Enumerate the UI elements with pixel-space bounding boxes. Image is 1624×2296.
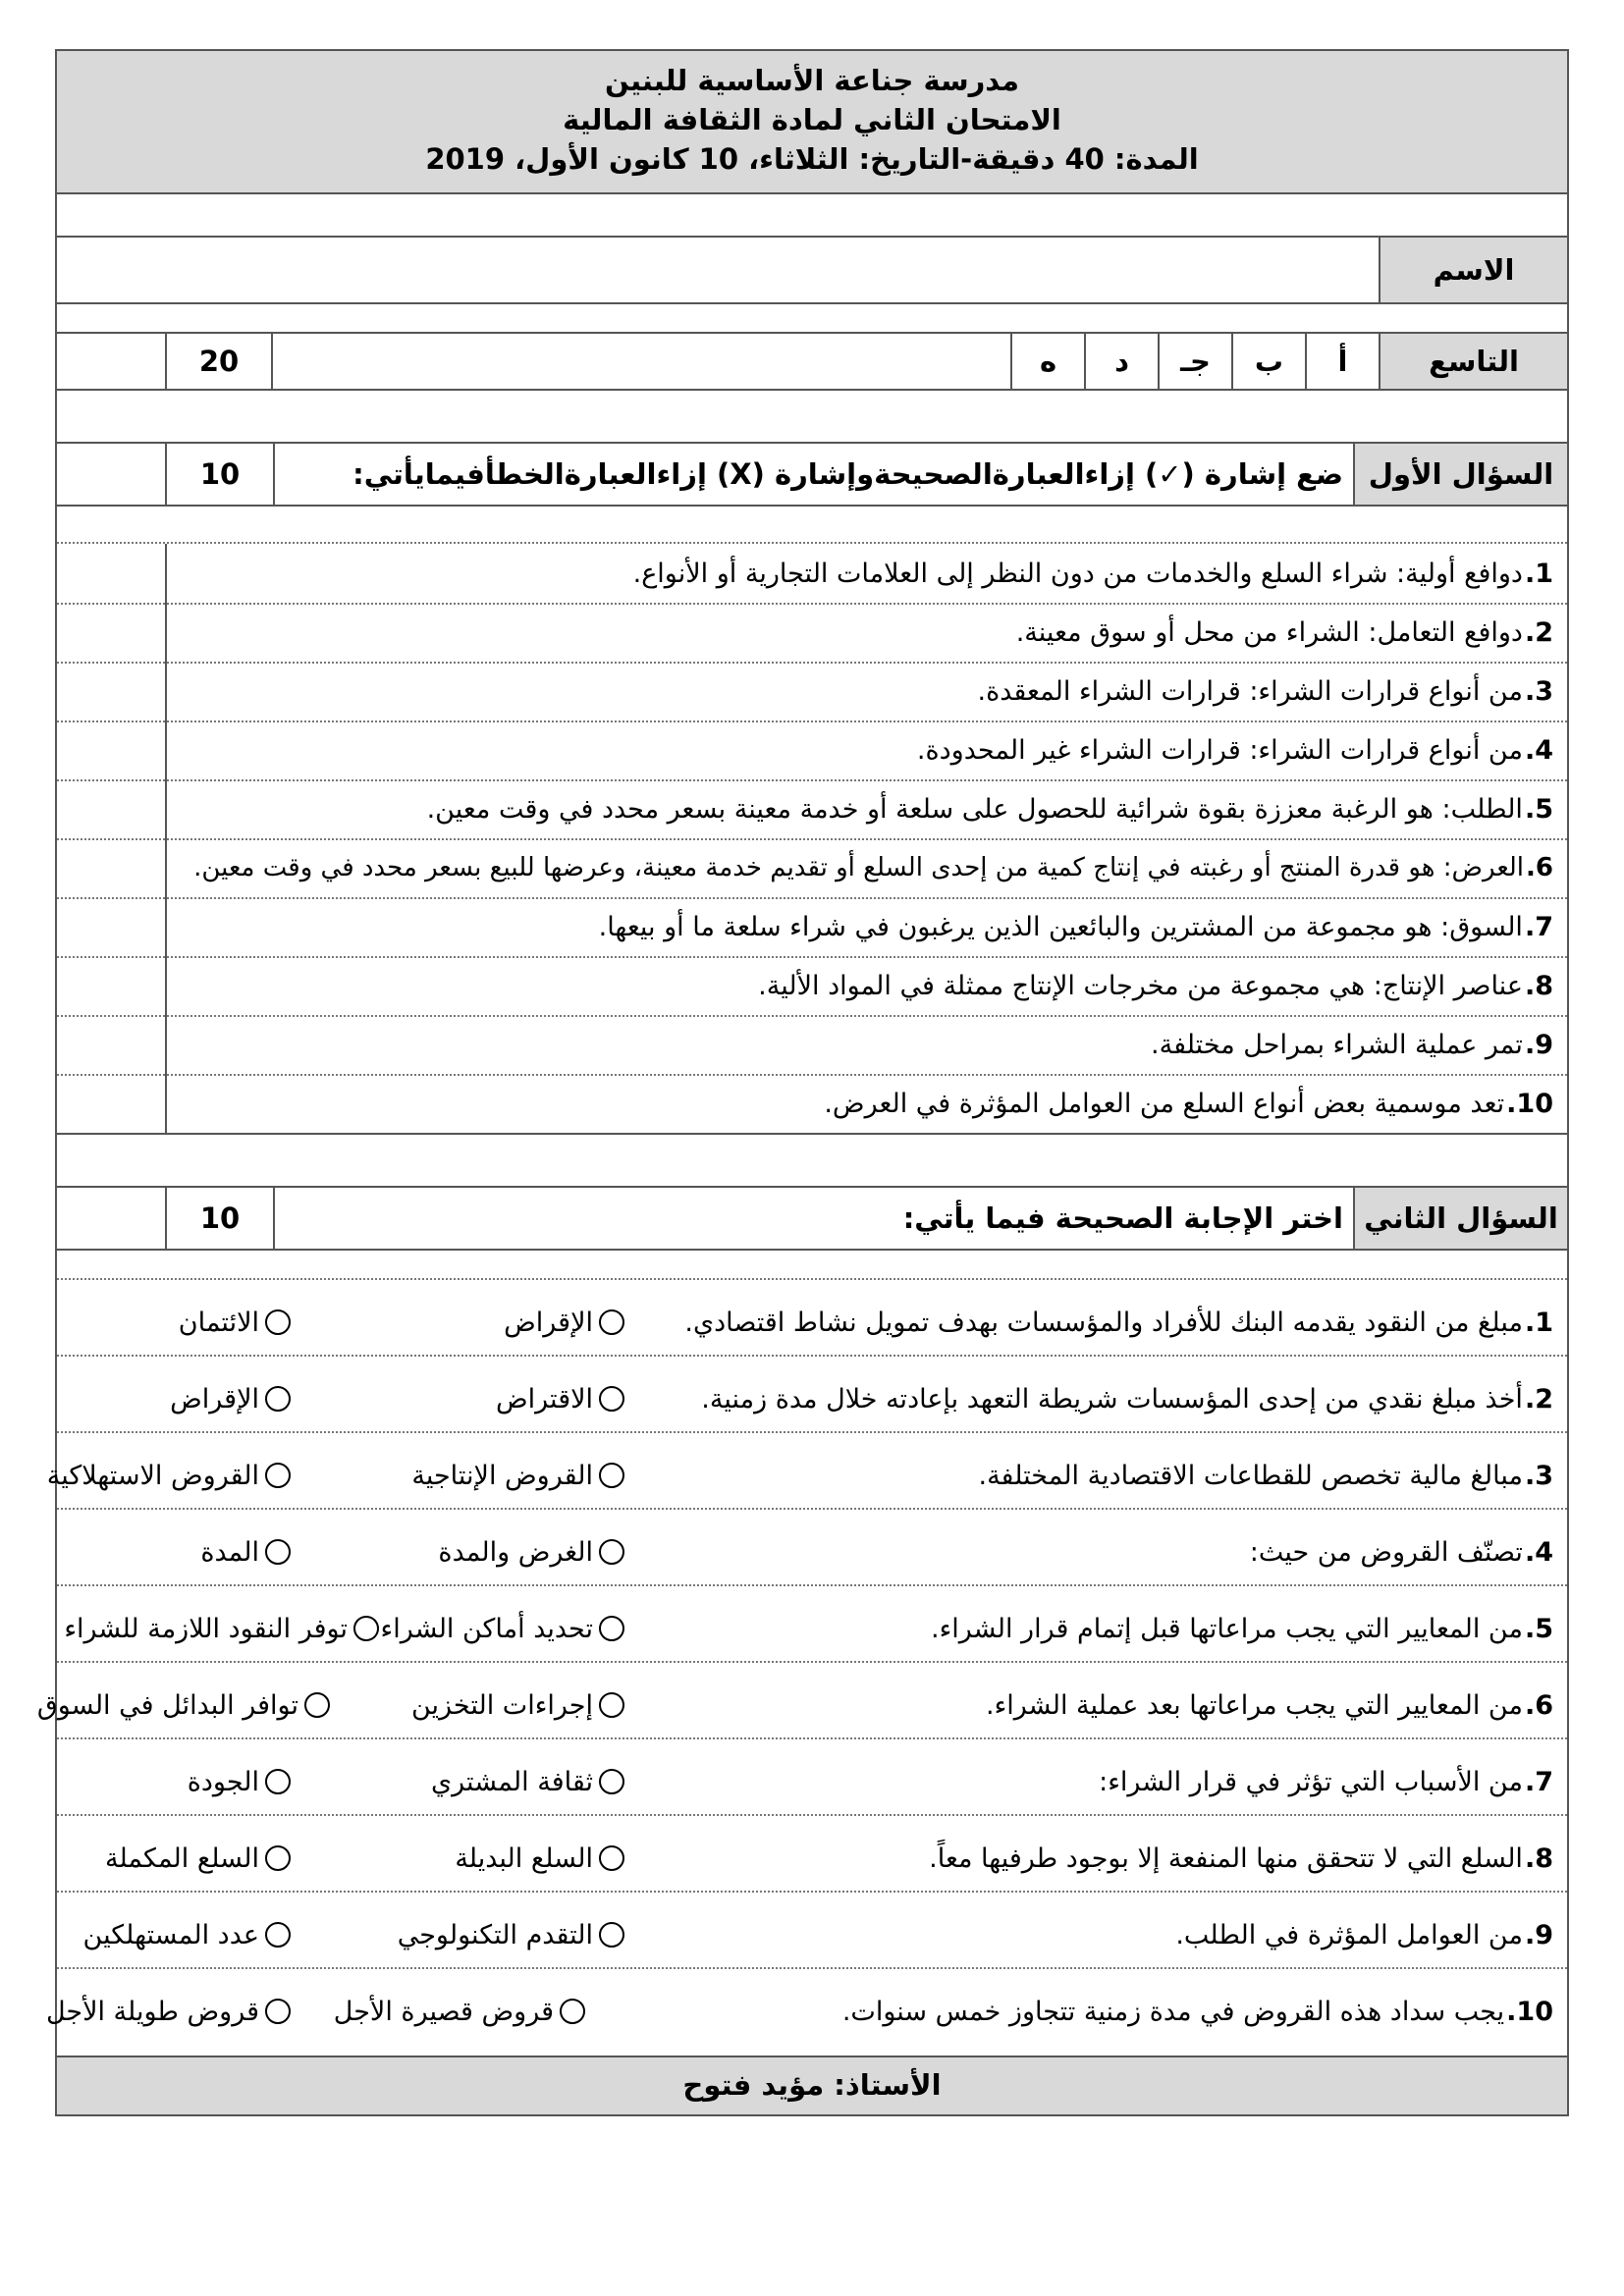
option-label: الائتمان: [178, 1307, 259, 1338]
option-1[interactable]: [438, 1525, 624, 1578]
option-1[interactable]: [504, 1296, 624, 1349]
option-1[interactable]: [334, 1985, 585, 2038]
option-1[interactable]: [411, 1679, 624, 1732]
name-label: الاسم: [1380, 238, 1567, 302]
teacher-footer: الأستاذ: مؤيد فتوح: [57, 2056, 1567, 2114]
item-stem: [842, 1985, 1553, 2038]
item-number: 4.: [1524, 1536, 1553, 1568]
option-label: ثقافة المشتري: [431, 1766, 593, 1797]
exam-sheet: [36, 49, 1569, 2116]
option-label: القروض الاستهلاكية: [46, 1460, 259, 1491]
item-number: 1.: [1524, 558, 1553, 589]
q1-item: [165, 779, 1553, 838]
q1-list: [57, 507, 1567, 1186]
item-stem: [986, 1679, 1553, 1732]
q2-item: [36, 1679, 1567, 1732]
q1-label: السؤال الأول: [1353, 444, 1567, 505]
q1-item: [165, 897, 1553, 956]
item-stem: [1250, 1525, 1553, 1578]
item-number: 2.: [1524, 1383, 1553, 1415]
section-c[interactable]: جـ: [1158, 334, 1231, 389]
option-2[interactable]: [105, 1832, 291, 1885]
option-2[interactable]: [179, 1296, 291, 1349]
item-number: 1.: [1524, 1307, 1553, 1338]
option-label: تحديد أماكن الشراء: [380, 1613, 593, 1644]
name-label-border: [1379, 238, 1567, 302]
section-a[interactable]: أ: [1305, 334, 1379, 389]
item-text: من أنواع قرارات الشراء: قرارات الشراء غير المحدودة.: [916, 734, 1523, 766]
q1-header: [57, 442, 1567, 507]
item-text: يجب سداد هذه القروض في مدة زمنية تتجاوز خمس سنوات.: [841, 1996, 1505, 2027]
option-label: الغرض والمدة: [438, 1536, 593, 1568]
item-stem: [1175, 1908, 1553, 1961]
item-text: عناصر الإنتاج: هي مجموعة من مخرجات الإنتاج ممثلة في المواد الألية.: [758, 970, 1523, 1001]
item-stem: [931, 1602, 1553, 1655]
item-stem: [978, 1449, 1553, 1502]
spacer-row: [57, 194, 1567, 238]
item-number: 3.: [1524, 675, 1553, 707]
item-number: 7.: [1524, 911, 1553, 942]
spacer-row: [57, 391, 1567, 442]
q2-item: [57, 1908, 1567, 1961]
section-d[interactable]: د: [1084, 334, 1158, 389]
item-text: أخذ مبلغ نقدي من إحدى المؤسسات شريطة التعهد بإعادته خلال مدة زمنية.: [701, 1383, 1523, 1415]
radio-icon[interactable]: [265, 1922, 291, 1948]
item-number: 6.: [1526, 853, 1553, 882]
radio-icon[interactable]: [599, 1769, 624, 1794]
radio-icon[interactable]: [353, 1616, 379, 1641]
option-1[interactable]: [398, 1908, 624, 1961]
q1-item: [165, 956, 1553, 1015]
item-stem: [684, 1296, 1553, 1349]
exam-meta: المدة: 40 دقيقة-التاريخ: الثلاثاء، 10 كانون الأول، 2019: [425, 142, 1199, 176]
option-label: الإقراض: [170, 1383, 259, 1415]
q2-item: [46, 1449, 1567, 1502]
divider: [57, 1508, 1567, 1510]
radio-icon[interactable]: [265, 1463, 291, 1488]
option-label: عدد المستهلكين: [82, 1919, 259, 1950]
option-label: السلع المكملة: [105, 1842, 259, 1874]
item-number: 9.: [1524, 1029, 1553, 1060]
q1-item: [165, 662, 1553, 721]
option-2[interactable]: [64, 1602, 379, 1655]
section-b[interactable]: ب: [1231, 334, 1305, 389]
radio-icon[interactable]: [599, 1616, 624, 1641]
option-label: السلع البديلة: [455, 1842, 593, 1874]
radio-icon[interactable]: [265, 1309, 291, 1335]
option-2[interactable]: [200, 1525, 291, 1578]
radio-icon[interactable]: [599, 1845, 624, 1871]
item-number: 8.: [1524, 970, 1553, 1001]
radio-icon[interactable]: [265, 1386, 291, 1412]
option-label: قروض طويلة الأجل: [45, 1996, 259, 2027]
divider: [57, 1431, 1567, 1433]
divider: [57, 1661, 1567, 1663]
option-2[interactable]: [188, 1755, 291, 1808]
radio-icon[interactable]: [599, 1309, 624, 1335]
radio-icon[interactable]: [599, 1386, 624, 1412]
radio-icon[interactable]: [265, 1845, 291, 1871]
grade-label: التاسع: [1379, 334, 1567, 389]
q2-item: [57, 1832, 1567, 1885]
q1-item: [165, 544, 1553, 603]
option-label: قروض قصيرة الأجل: [333, 1996, 554, 2027]
item-text: مبالغ مالية تخصص للقطاعات الاقتصادية المختلفة.: [978, 1460, 1523, 1491]
option-label: توفر النقود اللازمة للشراء: [64, 1613, 348, 1644]
option-label: القروض الإنتاجية: [411, 1460, 593, 1491]
item-number: 3.: [1524, 1460, 1553, 1491]
q2-item: [57, 1755, 1567, 1808]
option-label: إجراءات التخزين: [410, 1689, 593, 1721]
item-text: من أنواع قرارات الشراء: قرارات الشراء المعقدة.: [977, 675, 1523, 707]
item-text: تعد موسمية بعض أنواع السلع من العوامل المؤثرة في العرض.: [824, 1088, 1505, 1119]
item-stem: [929, 1832, 1553, 1885]
option-1[interactable]: [381, 1602, 624, 1655]
item-text: دوافع أولية: شراء السلع والخدمات من دون النظر إلى العلامات التجارية أو الأنواع.: [632, 558, 1523, 589]
item-number: 5.: [1524, 1613, 1553, 1644]
radio-icon[interactable]: [304, 1692, 330, 1718]
divider: [57, 1737, 1567, 1739]
q2-instruction: اختر الإجابة الصحيحة فيما يأتي:: [902, 1201, 1343, 1235]
q2-item: [57, 1525, 1567, 1578]
q1-item: [165, 721, 1553, 779]
q2-mark: 10: [165, 1188, 275, 1249]
divider: [57, 1355, 1567, 1357]
item-number: 9.: [1524, 1919, 1553, 1950]
radio-icon[interactable]: [265, 1999, 291, 2024]
item-text: تمر عملية الشراء بمراحل مختلفة.: [1151, 1029, 1523, 1060]
option-label: الاقتراض: [496, 1383, 593, 1415]
radio-icon[interactable]: [265, 1539, 291, 1565]
class-row: [57, 332, 1567, 391]
item-text: الطلب: هو الرغبة معززة بقوة شرائية للحصول على سلعة أو خدمة معينة بسعر محدد في وقت معين.: [426, 793, 1523, 825]
name-field[interactable]: [57, 238, 1379, 302]
radio-icon[interactable]: [599, 1922, 624, 1948]
radio-icon[interactable]: [599, 1463, 624, 1488]
option-label: التقدم التكنولوجي: [397, 1919, 593, 1950]
exam-title: الامتحان الثاني لمادة الثقافة المالية: [563, 103, 1061, 136]
option-label: المدة: [200, 1536, 259, 1568]
radio-icon[interactable]: [265, 1769, 291, 1794]
option-1[interactable]: [496, 1372, 624, 1425]
name-row: [57, 238, 1567, 304]
item-text: مبلغ من النقود يقدمه البنك للأفراد والمؤسسات بهدف تمويل نشاط اقتصادي.: [684, 1307, 1523, 1338]
school-name: مدرسة جناعة الأساسية للبنين: [604, 64, 1020, 97]
item-text: من المعايير التي يجب مراعاتها بعد عملية الشراء.: [985, 1689, 1523, 1721]
divider: [57, 1133, 1567, 1135]
radio-icon[interactable]: [560, 1999, 585, 2024]
q1-item: [165, 1074, 1553, 1133]
q2-item: [57, 1372, 1567, 1425]
option-label: توافر البدائل في السوق: [36, 1689, 298, 1721]
item-text: تصنّف القروض من حيث:: [1249, 1536, 1523, 1568]
divider: [57, 1891, 1567, 1893]
q2-header: [57, 1186, 1567, 1251]
option-1[interactable]: [455, 1832, 624, 1885]
item-number: 10.: [1506, 1996, 1553, 2027]
radio-icon[interactable]: [599, 1539, 624, 1565]
item-text: السوق: هو مجموعة من المشترين والبائعين الذين يرغبون في شراء سلعة ما أو بيعها.: [598, 911, 1523, 942]
option-1[interactable]: [431, 1755, 624, 1808]
spacer-row: [57, 304, 1567, 332]
divider: [57, 1278, 1567, 1280]
q2-label: السؤال الثاني: [1353, 1188, 1567, 1249]
q2-item: [45, 1985, 1567, 2038]
total-mark: 20: [165, 334, 273, 389]
q1-item: [165, 1015, 1553, 1074]
divider: [57, 1967, 1567, 1969]
option-2[interactable]: [170, 1372, 291, 1425]
radio-icon[interactable]: [599, 1692, 624, 1718]
option-2[interactable]: [47, 1449, 291, 1502]
item-number: 6.: [1524, 1689, 1553, 1721]
option-label: الجودة: [187, 1766, 259, 1797]
option-2[interactable]: [37, 1679, 330, 1732]
divider: [57, 1584, 1567, 1586]
q2-item: [57, 1602, 1567, 1655]
option-2[interactable]: [46, 1985, 291, 2038]
q1-item: [165, 603, 1553, 662]
option-1[interactable]: [411, 1449, 624, 1502]
item-text: من العوامل المؤثرة في الطلب.: [1175, 1919, 1523, 1950]
q2-item: [57, 1296, 1567, 1349]
item-number: 4.: [1524, 734, 1553, 766]
q1-item: [165, 838, 1553, 897]
item-stem: [701, 1372, 1553, 1425]
item-number: 5.: [1524, 793, 1553, 825]
item-number: 10.: [1506, 1088, 1553, 1119]
item-stem: [1099, 1755, 1553, 1808]
item-number: 2.: [1524, 616, 1553, 648]
option-2[interactable]: [83, 1908, 291, 1961]
section-e[interactable]: ه: [1010, 334, 1084, 389]
q1-mark: 10: [165, 444, 275, 505]
exam-header: [57, 51, 1567, 194]
item-text: العرض: هو قدرة المنتج أو رغبته في إنتاج كمية من إحدى السلع أو تقديم خدمة معينة، وعرضها للبيع بسعر محدد في وقت معين.: [193, 853, 1525, 882]
q1-instruction: ضع إشارة (✓) إزاءالعبارةالصحيحةوإشارة (X) إزاءالعبارةالخطأفيمايأتي:: [352, 457, 1343, 491]
item-text: السلع التي لا تتحقق منها المنفعة إلا بوجود طرفيها معاً.: [929, 1842, 1523, 1874]
q2-list: [36, 1251, 1567, 2056]
divider: [57, 1814, 1567, 1816]
item-text: دوافع التعامل: الشراء من محل أو سوق معينة.: [1015, 616, 1523, 648]
item-number: 8.: [1524, 1842, 1553, 1874]
item-text: من الأسباب التي تؤثر في قرار الشراء:: [1099, 1766, 1523, 1797]
item-number: 7.: [1524, 1766, 1553, 1797]
option-label: الإقراض: [504, 1307, 593, 1338]
item-text: من المعايير التي يجب مراعاتها قبل إتمام قرار الشراء.: [930, 1613, 1523, 1644]
